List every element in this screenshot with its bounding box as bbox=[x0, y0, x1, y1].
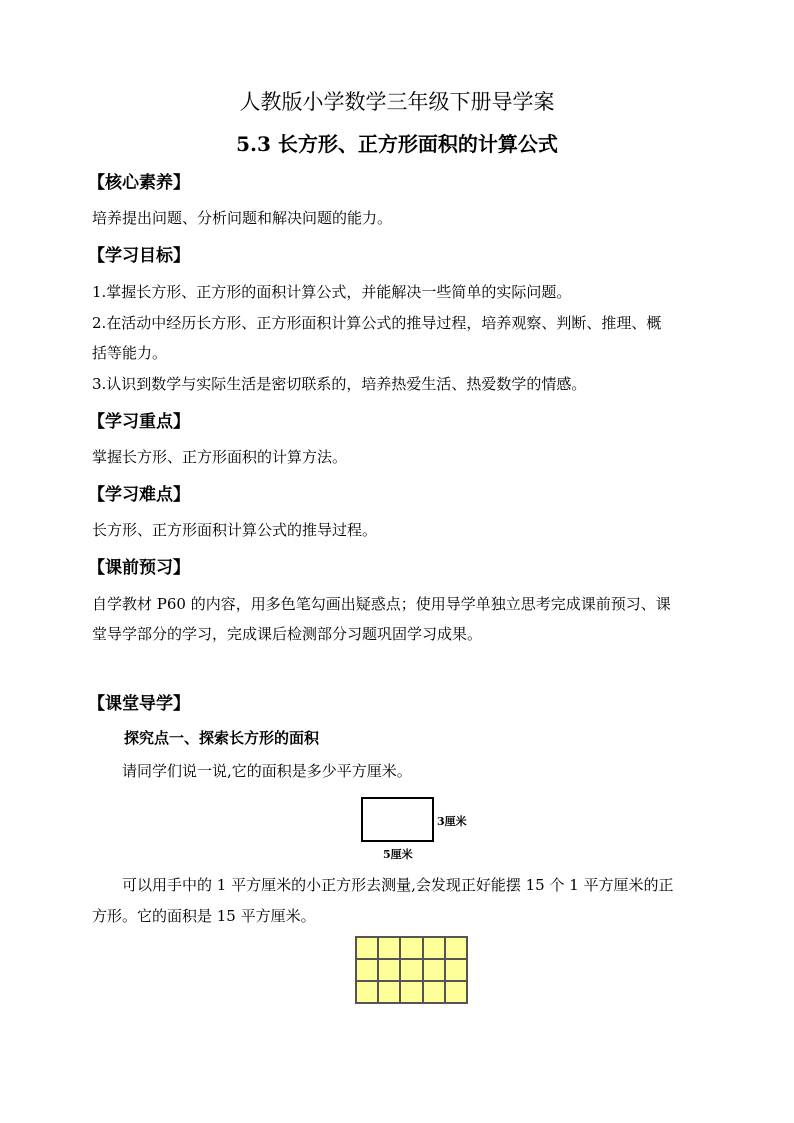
unit-square bbox=[445, 981, 467, 1003]
question-text: 请同学们说一说,它的面积是多少平方厘米。 bbox=[122, 762, 412, 780]
unit-square bbox=[400, 981, 422, 1003]
difficulty-text: 长方形、正方形面积计算公式的推导过程。 bbox=[92, 521, 378, 539]
preview-heading: 【课前预习】 bbox=[88, 558, 190, 578]
preview-line: 堂导学部分的学习，完成课后检测部分习题巩固学习成果。 bbox=[92, 625, 483, 643]
goal-line: 2.在活动中经历长方形、正方形面积计算公式的推导过程，培养观察、判断、推理、概 bbox=[92, 314, 662, 332]
core-text: 培养提出问题、分析问题和解决问题的能力。 bbox=[92, 209, 393, 227]
goal-line: 1.掌握长方形、正方形的面积计算公式，并能解决一些简单的实际问题。 bbox=[92, 283, 572, 301]
unit-square bbox=[423, 937, 445, 959]
document-title: 人教版小学数学三年级下册导学案 bbox=[239, 90, 555, 114]
unit-square bbox=[423, 959, 445, 981]
preview-line: 自学教材 P60 的内容，用多色笔勾画出疑惑点；使用导学单独立思考完成课前预习、课 bbox=[92, 595, 671, 613]
unit-square bbox=[356, 959, 378, 981]
unit-square bbox=[378, 959, 400, 981]
unit-square bbox=[356, 937, 378, 959]
unit-square bbox=[445, 959, 467, 981]
difficulty-heading: 【学习难点】 bbox=[88, 485, 190, 505]
unit-square bbox=[378, 981, 400, 1003]
unit-square bbox=[400, 937, 422, 959]
guide-heading: 【课堂导学】 bbox=[88, 694, 190, 714]
unit-square bbox=[400, 959, 422, 981]
lesson-title: 5.3 长方形、正方形面积的计算公式 bbox=[236, 132, 558, 156]
explanation-line: 方形。它的面积是 15 平方厘米。 bbox=[92, 907, 316, 925]
width-label: 5厘米 bbox=[383, 848, 413, 861]
goals-heading: 【学习目标】 bbox=[88, 246, 190, 266]
explore-point-title: 探究点一、探索长方形的面积 bbox=[124, 729, 320, 747]
unit-square bbox=[356, 981, 378, 1003]
unit-square-grid bbox=[355, 936, 468, 1004]
core-heading: 【核心素养】 bbox=[88, 173, 190, 193]
explanation-line: 可以用手中的 1 平方厘米的小正方形去测量,会发现正好能摆 15 个 1 平方厘米的正 bbox=[122, 876, 674, 894]
goal-line: 括等能力。 bbox=[92, 344, 168, 362]
unit-square bbox=[378, 937, 400, 959]
key-text: 掌握长方形、正方形面积的计算方法。 bbox=[92, 448, 348, 466]
unit-square bbox=[445, 937, 467, 959]
goal-line: 3.认识到数学与实际生活是密切联系的，培养热爱生活、热爱数学的情感。 bbox=[92, 375, 587, 393]
height-label: 3厘米 bbox=[437, 815, 467, 828]
rectangle-figure bbox=[361, 797, 434, 842]
key-heading: 【学习重点】 bbox=[88, 412, 190, 432]
unit-square bbox=[423, 981, 445, 1003]
